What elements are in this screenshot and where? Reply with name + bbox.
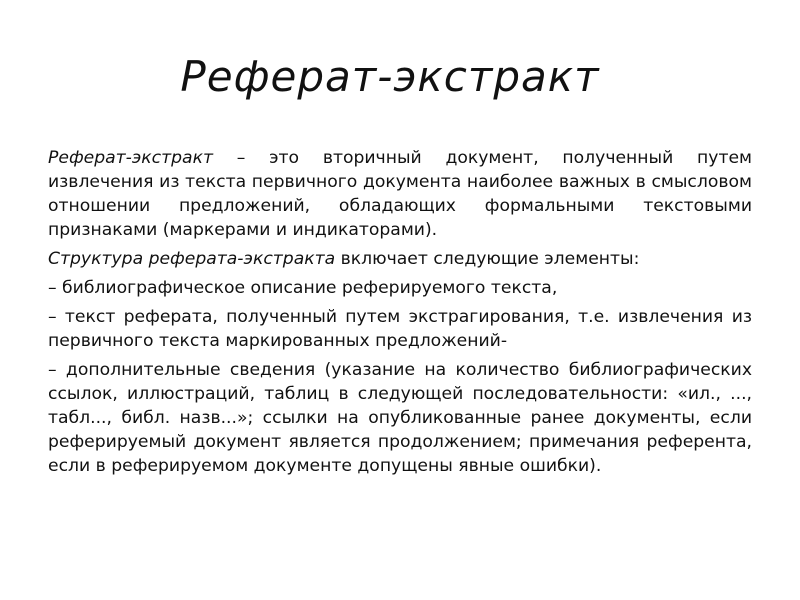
list-item-additional-info: – дополнительные сведения (указание на количество библиографических ссылок, иллюстраций, таблиц в следующей последовательности: «ил., ..., табл..., библ. назв...»; ссылки на опубликованные ранее документы, если реферируемый документ является продолжением; примечания референта, если в реферируемом документе допущены явные ошибки). <box>48 360 752 476</box>
slide-title: Реферат-экстракт <box>180 52 600 101</box>
structure-text: включает следующие элементы: <box>335 249 640 269</box>
list-item-abstract-text: – текст реферата, полученный путем экстрагирования, т.е. извлечения из первичного текста маркированных предложений- <box>48 307 752 351</box>
structure-term: Структура реферата-экстракта <box>48 249 336 269</box>
structure-paragraph <box>48 247 752 271</box>
list-item-bibliographic-description: – библиографическое описание реферируемого текста, <box>48 278 558 298</box>
definition-text: – это вторичный документ, полученный путем извлечения из текста первичного документа наиболее важных в смысловом отношении предложений, обладающих формальными текстовыми признаками (маркерами и индикаторами). <box>48 148 752 240</box>
slide-body <box>48 146 752 483</box>
definition-term: Реферат-экстракт <box>48 148 213 168</box>
definition-paragraph <box>48 146 752 242</box>
